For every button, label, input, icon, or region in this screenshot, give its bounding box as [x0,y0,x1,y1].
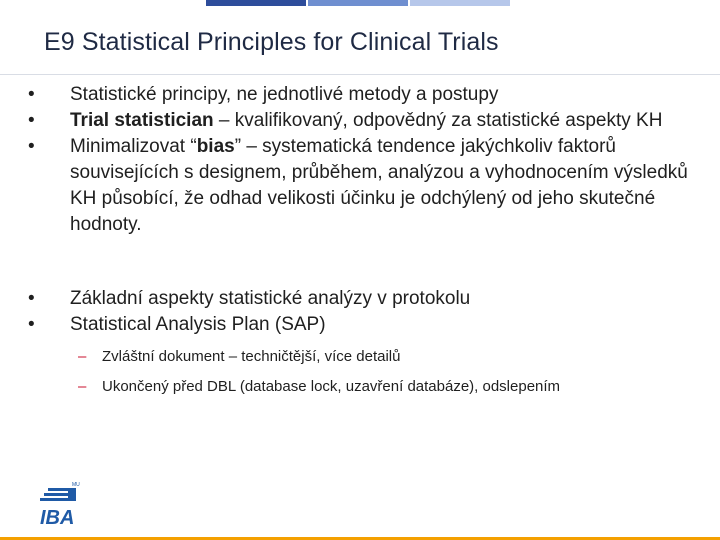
bullet-marker: • [28,288,35,309]
top-accent-bars [206,0,510,6]
bullet-text: Statistické principy, ne jednotlivé metody a postupy [70,84,499,105]
sub-bullet-marker: – [78,348,87,365]
bullet-marker: • [28,84,35,105]
sub-bullet-item [28,372,688,402]
title-divider [0,74,720,75]
bullet-text: ” – systematická tendence jakýchkoliv faktorů souvisejících s designem, průběhem, analýzou a vyhodnocením výsledků KH působící, že odhad velikosti účinku je odchýlený od jeho skutečné hodnoty. [70,136,688,235]
bullet-item [28,286,688,312]
bullet-bold-term: bias [196,136,235,157]
iba-logo-graphic [38,480,98,530]
logo-small-text: MU [72,482,80,488]
bullet-text: Statistical Analysis Plan (SAP) [70,314,326,335]
bullet-item [28,108,688,134]
bullet-marker: • [28,136,35,157]
iba-logo [38,480,98,530]
bullet-marker: • [28,314,35,335]
sub-bullet-text: Zvláštní dokument – techničtější, více detailů [102,348,401,365]
sub-bullet-marker: – [78,378,87,395]
sub-bullet-text: Ukončený před DBL (database lock, uzavření databáze), odslepením [102,378,561,395]
bullet-text: – kvalifikovaný, odpovědný za statistické aspekty KH [213,110,663,131]
bullet-item [28,134,688,238]
bullet-item [28,82,688,108]
slide-title: E9 Statistical Principles for Clinical Trials [44,28,499,56]
spacer [28,238,688,286]
logo-text: IBA [40,507,75,529]
bullet-text: Minimalizovat “ [70,136,197,157]
accent-bar-mid [308,0,408,6]
bullet-text: Základní aspekty statistické analýzy v protokolu [70,288,471,309]
accent-bar-light [410,0,510,6]
accent-bar-dark [206,0,306,6]
bullet-list [28,82,688,402]
bullet-marker: • [28,110,35,131]
bullet-item [28,312,688,338]
sub-bullet-item [28,342,688,372]
bullet-bold-term: Trial statistician [70,110,214,131]
